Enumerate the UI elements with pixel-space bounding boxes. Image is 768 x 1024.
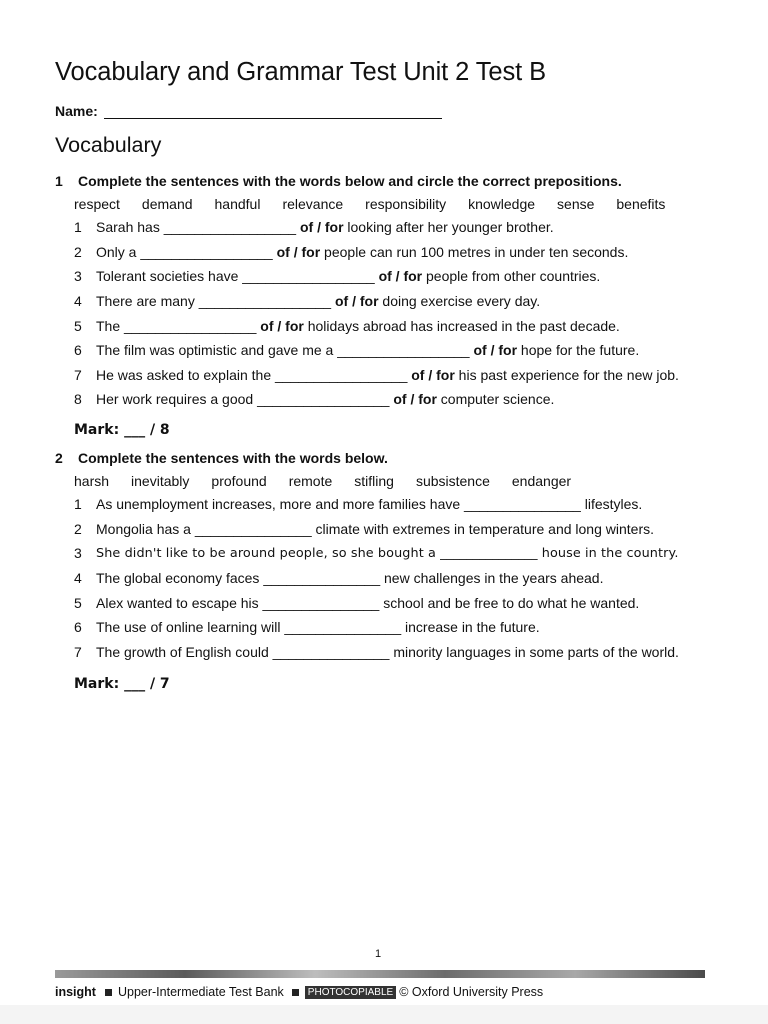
exercise-instruction: Complete the sentences with the words below. (78, 450, 388, 466)
question-number: 5 (74, 317, 82, 334)
question-text (96, 318, 620, 334)
question-item (55, 590, 735, 615)
question-number: 1 (74, 219, 82, 236)
mark-exercise-1: Mark: ___ / 8 (74, 422, 170, 438)
word-bank-item: benefits (616, 195, 666, 212)
preposition-choice[interactable]: of / for (378, 268, 423, 285)
mark-exercise-2: Mark: ___ / 7 (74, 676, 170, 692)
question-item (55, 387, 735, 412)
question-item (55, 215, 735, 240)
preposition-choice[interactable]: of / for (299, 219, 344, 236)
preposition-choice[interactable]: of / for (276, 243, 321, 260)
question-text: The global economy faces _______________ new challenges in the years ahead. (96, 570, 604, 587)
word-bank-item: endanger (511, 472, 572, 489)
question-item (55, 338, 735, 363)
square-bullet-icon (292, 989, 299, 996)
question-after: hope for the future. (517, 342, 640, 359)
question-item (55, 517, 735, 542)
name-label: Name: (55, 103, 98, 119)
word-bank-item: harsh (74, 472, 110, 489)
word-bank-item: knowledge (468, 195, 536, 212)
word-bank-item: demand (141, 195, 193, 212)
page-title: Vocabulary and Grammar Test Unit 2 Test B (55, 58, 547, 86)
footer-image-strip (55, 970, 705, 978)
preposition-choice[interactable]: of / for (473, 342, 518, 359)
question-text: The growth of English could _______________ minority languages in some parts of the world. (96, 643, 679, 660)
question-number: 2 (74, 520, 82, 537)
question-text (96, 293, 540, 309)
question-after: looking after her younger brother. (343, 219, 554, 236)
exercise-2-header (55, 447, 735, 469)
square-bullet-icon (105, 989, 112, 996)
question-text: As unemployment increases, more and more families have _______________ lifestyles. (96, 496, 643, 513)
question-item (55, 615, 735, 640)
question-item (55, 289, 735, 314)
footer-test-bank: Upper-Intermediate Test Bank (117, 985, 284, 999)
word-bank-item: inevitably (131, 472, 190, 489)
word-bank-item: handful (214, 195, 261, 212)
section-title: Vocabulary (55, 133, 162, 157)
question-text: The use of online learning will _______________ increase in the future. (96, 619, 540, 636)
name-input-line[interactable] (104, 104, 442, 119)
name-row (55, 103, 442, 119)
question-item (55, 541, 735, 566)
question-text (96, 268, 600, 284)
preposition-choice[interactable]: of / for (334, 293, 379, 310)
question-before: The _________________ (96, 317, 261, 334)
question-item (55, 492, 735, 517)
footer (55, 985, 543, 999)
exercise-number: 2 (55, 450, 63, 466)
question-number: 6 (74, 619, 82, 636)
question-item (55, 363, 735, 388)
question-number: 6 (74, 342, 82, 359)
question-after: holidays abroad has increased in the past decade. (303, 317, 620, 334)
question-text (96, 244, 628, 260)
question-number: 5 (74, 594, 82, 611)
exercise-number: 1 (55, 173, 63, 189)
word-bank-item: respect (74, 195, 120, 212)
question-before: Tolerant societies have _________________ (96, 268, 379, 285)
question-text (96, 391, 554, 407)
question-text: Mongolia has a _______________ climate with extremes in temperature and long winters. (96, 520, 655, 537)
word-bank-item: profound (211, 472, 267, 489)
footer-publisher: © Oxford University Press (399, 985, 544, 999)
exercise-instruction: Complete the sentences with the words below and circle the correct prepositions. (78, 173, 622, 189)
question-item (55, 640, 735, 665)
question-text: She didn't like to be around people, so she bought a _______________ house in the country. (96, 545, 679, 561)
question-after: people can run 100 metres in under ten seconds. (320, 243, 629, 260)
exercise-2 (55, 447, 735, 664)
exercise-1-header (55, 170, 735, 192)
question-text (96, 342, 639, 358)
question-before: There are many _________________ (96, 293, 335, 310)
preposition-choice[interactable]: of / for (260, 317, 304, 334)
photocopiable-stamp: PHOTOCOPIABLE (305, 986, 396, 999)
question-item (55, 240, 735, 265)
question-before: He was asked to explain the _________________ (96, 366, 412, 383)
preposition-choice[interactable]: of / for (411, 366, 455, 383)
question-text (96, 219, 554, 235)
word-bank (55, 192, 735, 215)
question-number: 3 (74, 545, 82, 562)
word-bank-item: subsistence (415, 472, 490, 489)
word-bank-item: relevance (282, 195, 344, 212)
question-number: 7 (74, 643, 82, 660)
question-number: 4 (74, 293, 82, 310)
question-after: people from other countries. (422, 268, 601, 285)
question-text: Alex wanted to escape his _______________ school and be free to do what he wanted. (96, 594, 640, 611)
page-bottom-background (0, 1005, 768, 1024)
question-number: 8 (74, 391, 82, 408)
question-before: Only a _________________ (96, 243, 277, 260)
question-before: Sarah has _________________ (96, 219, 300, 236)
word-bank (55, 469, 735, 492)
word-bank-item: remote (288, 472, 333, 489)
exercise-1 (55, 170, 735, 412)
question-text (96, 367, 679, 383)
question-after: computer science. (436, 391, 555, 408)
question-number: 1 (74, 496, 82, 513)
preposition-choice[interactable]: of / for (393, 391, 437, 408)
question-number: 7 (74, 366, 82, 383)
question-item (55, 264, 735, 289)
page-number: 1 (375, 948, 382, 960)
question-after: his past experience for the new job. (454, 366, 679, 383)
question-before: Her work requires a good _________________ (96, 391, 394, 408)
footer-brand: insight (55, 985, 96, 999)
question-number: 4 (74, 570, 82, 587)
word-bank-item: responsibility (365, 195, 447, 212)
question-number: 2 (74, 243, 82, 260)
question-after: doing exercise every day. (378, 293, 541, 310)
question-before: The film was optimistic and gave me a _________________ (96, 342, 474, 359)
question-item (55, 313, 735, 338)
word-bank-item: sense (557, 195, 595, 212)
word-bank-item: stifling (354, 472, 394, 489)
question-item (55, 566, 735, 591)
question-number: 3 (74, 268, 82, 285)
